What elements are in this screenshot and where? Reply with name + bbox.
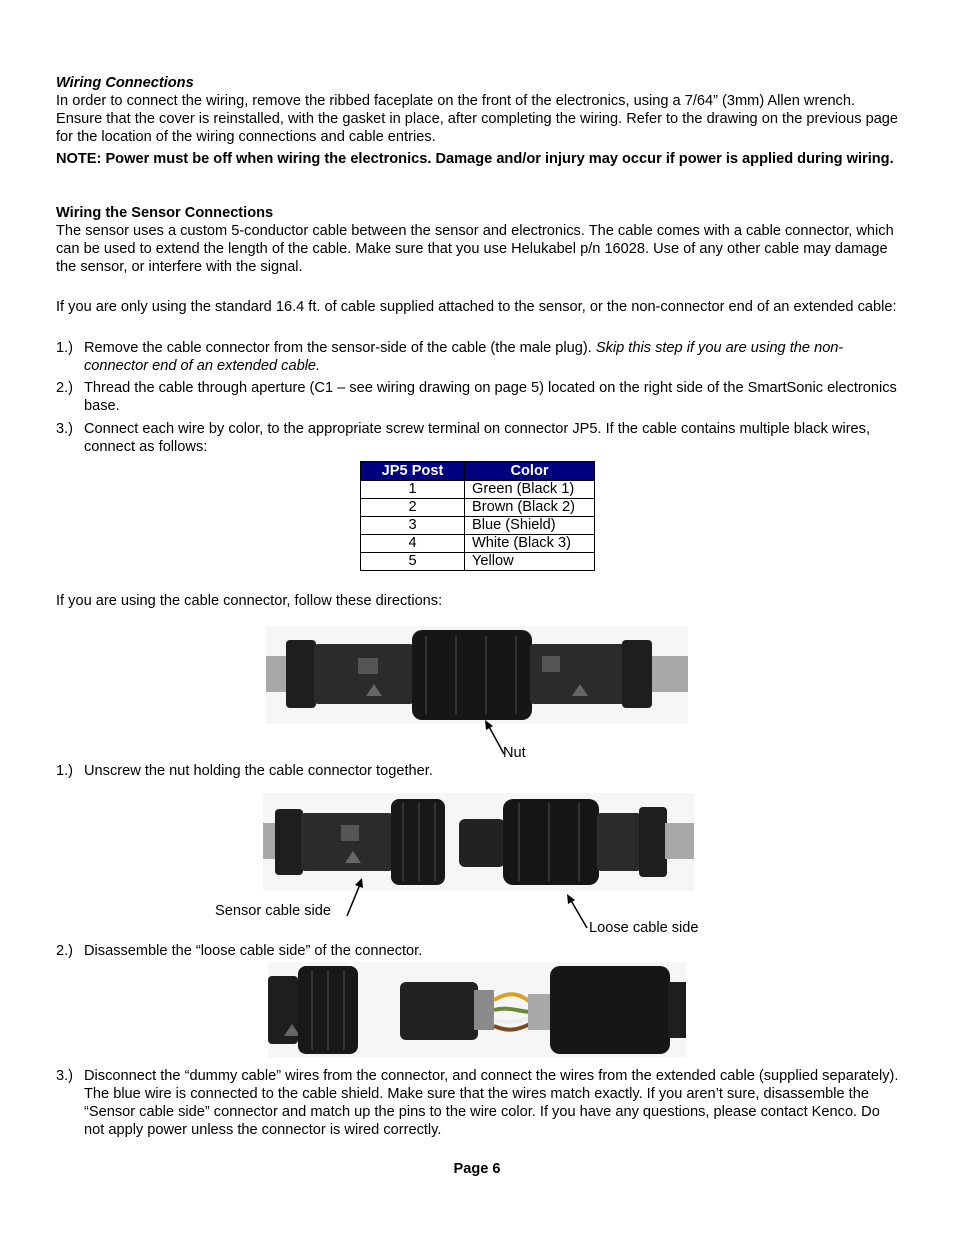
sensor-connections-heading: Wiring the Sensor Connections [56,205,274,221]
table-row [361,517,595,535]
table-cell: Brown (Black 2) [465,499,595,517]
sensor-cable-side-label: Sensor cable side [215,903,332,919]
table-cell: 3 [361,517,465,535]
power-warning-note: NOTE: Power must be off when wiring the electronics. Damage and/or injury may occur if power is applied during wiring. [56,151,894,167]
assembled-connector-photo [266,626,688,724]
separated-connector-photo [263,793,694,891]
wiring-connections-body: In order to connect the wiring, remove the ribbed faceplate on the front of the electronics, using a 7/64” (3mm) Allen wrench. Ensure that the cover is reinstalled, with the gasket in place, after completing the wiring. Refer to the drawing on the previous page for the location of the wiring connections and cable entries. [56,93,899,145]
step-number: 3.) [56,421,74,437]
table-cell: White (Black 3) [465,535,595,553]
table-header-jp5-post: JP5 Post [361,462,465,481]
table-row [361,481,595,499]
connector-directions-intro: If you are using the cable connector, follow these directions: [56,593,443,609]
step-number: 1.) [56,763,74,779]
table-row [361,535,595,553]
step-number: 3.) [56,1068,74,1084]
table-cell: Blue (Shield) [465,517,595,535]
table-header-color: Color [465,462,595,481]
step-number: 1.) [56,340,74,356]
step-text: Remove the cable connector from the sensor-side of the cable (the male plug). Skip this step if you are using the non-connector end of an extended cable. [84,340,844,374]
table-row [361,499,595,517]
table-cell: 1 [361,481,465,499]
step-text: Thread the cable through aperture (C1 – see wiring drawing on page 5) located on the right side of the SmartSonic electronics base. [84,380,897,414]
loose-side-pointer-arrow [566,894,590,930]
step-text: Disconnect the “dummy cable” wires from the connector, and connect the wires from the extended cable (supplied separately). The blue wire is connected to the cable shield. Make sure that the wires match exactly. If you aren’t sure, disassemble the “Sensor cable side” connector and match up the pins to the wire color. If you have any questions, please contact Kenco. Do not apply power unless the connector is wired correctly. [84,1068,899,1138]
table-cell: 5 [361,553,465,571]
table-header-row [361,462,595,481]
sensor-side-pointer-arrow [344,878,364,918]
table-cell: Yellow [465,553,595,571]
page-number: Page 6 [453,1161,501,1177]
disassembled-connector-photo [268,962,686,1058]
wiring-connections-heading: Wiring Connections [56,75,194,91]
standard-cable-intro: If you are only using the standard 16.4 ft. of cable supplied attached to the sensor, or the non-connector end of an extended cable: [56,299,897,315]
nut-label: Nut [503,745,526,761]
step-text: Connect each wire by color, to the appropriate screw terminal on connector JP5. If the cable contains multiple black wires, connect as follows: [84,421,871,455]
table-row [361,553,595,571]
table-cell: Green (Black 1) [465,481,595,499]
step-text: Disassemble the “loose cable side” of the connector. [84,943,423,959]
sensor-connections-body: The sensor uses a custom 5-conductor cable between the sensor and electronics. The cable comes with a cable connector, which can be used to extend the length of the cable. Make sure that you use Helukabel p/n 16028. Use of any other cable may damage the sensor, or interfere with the signal. [56,223,894,275]
table-cell: 4 [361,535,465,553]
step-number: 2.) [56,943,74,959]
table-cell: 2 [361,499,465,517]
step-text: Unscrew the nut holding the cable connector together. [84,763,433,779]
loose-cable-side-label: Loose cable side [589,920,699,936]
step-number: 2.) [56,380,74,396]
jp5-wiring-table [360,461,595,571]
